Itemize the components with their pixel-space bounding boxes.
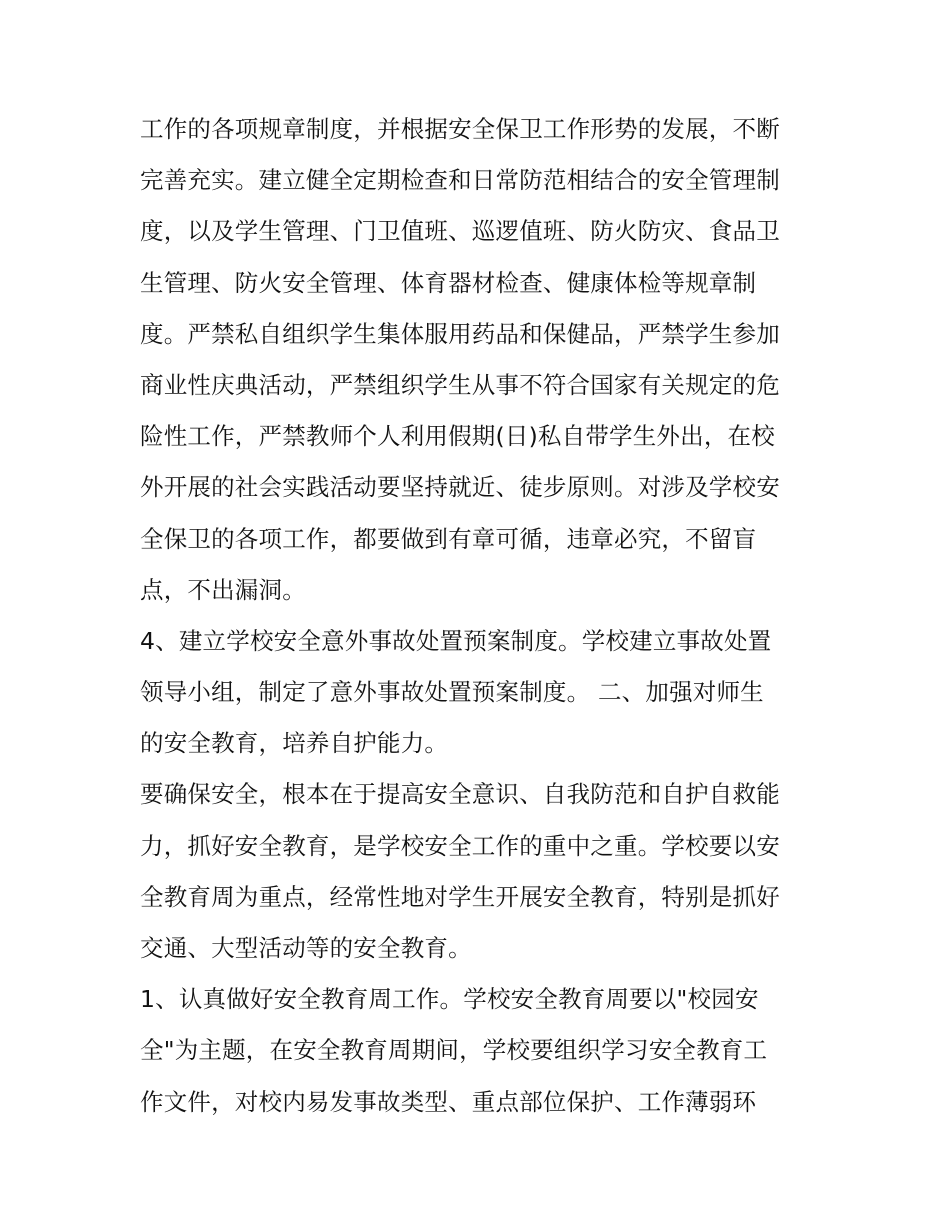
document-body [140,104,812,1128]
text-line: 领导小组，制定了意外事故处置预案制度。 二、加强对师生 [140,678,764,707]
text-line: 1、认真做好安全教育周工作。学校安全教育周要以"校园安 [140,985,759,1014]
text-line: 商业性庆典活动，严禁组织学生从事不符合国家有关规定的危 [140,370,780,399]
text-line: 作文件，对校内易发事故类型、重点部位保护、工作薄弱环 [140,1087,757,1116]
text-line: 险性工作，严禁教师个人利用假期(日)私自带学生外出，在校 [140,422,775,451]
text-line: 要确保安全，根本在于提高安全意识、自我防范和自护自救能 [140,780,780,809]
text-line: 外开展的社会实践活动要坚持就近、徒步原则。对涉及学校安 [140,473,780,502]
text-line: 交通、大型活动等的安全教育。 [140,934,472,962]
text-line: 的安全教育，培养自护能力。 [140,729,449,758]
text-line: 4、建立学校安全意外事故处置预案制度。学校建立事故处置 [140,626,772,655]
text-line: 全"为主题，在安全教育周期间，学校要组织学习安全教育工 [140,1036,768,1065]
text-line: 点，不出漏洞。 [140,575,306,604]
text-line: 度，以及学生管理、门卫值班、巡逻值班、防火防灾、食品卫 [140,217,780,246]
text-line: 工作的各项规章制度，并根据安全保卫工作形势的发展，不断 [140,115,780,143]
text-line: 完善充实。建立健全定期检查和日常防范相结合的安全管理制 [140,166,780,195]
text-line: 度。严禁私自组织学生集体服用药品和保健品，严禁学生参加 [140,319,780,348]
text-line: 生管理、防火安全管理、体育器材检查、健康体检等规章制 [140,268,757,297]
text-line: 全教育周为重点，经常性地对学生开展安全教育，特别是抓好 [140,882,780,911]
text-line: 全保卫的各项工作，都要做到有章可循，违章必究，不留盲 [140,524,757,553]
text-line: 力，抓好安全教育，是学校安全工作的重中之重。学校要以安 [140,831,780,860]
